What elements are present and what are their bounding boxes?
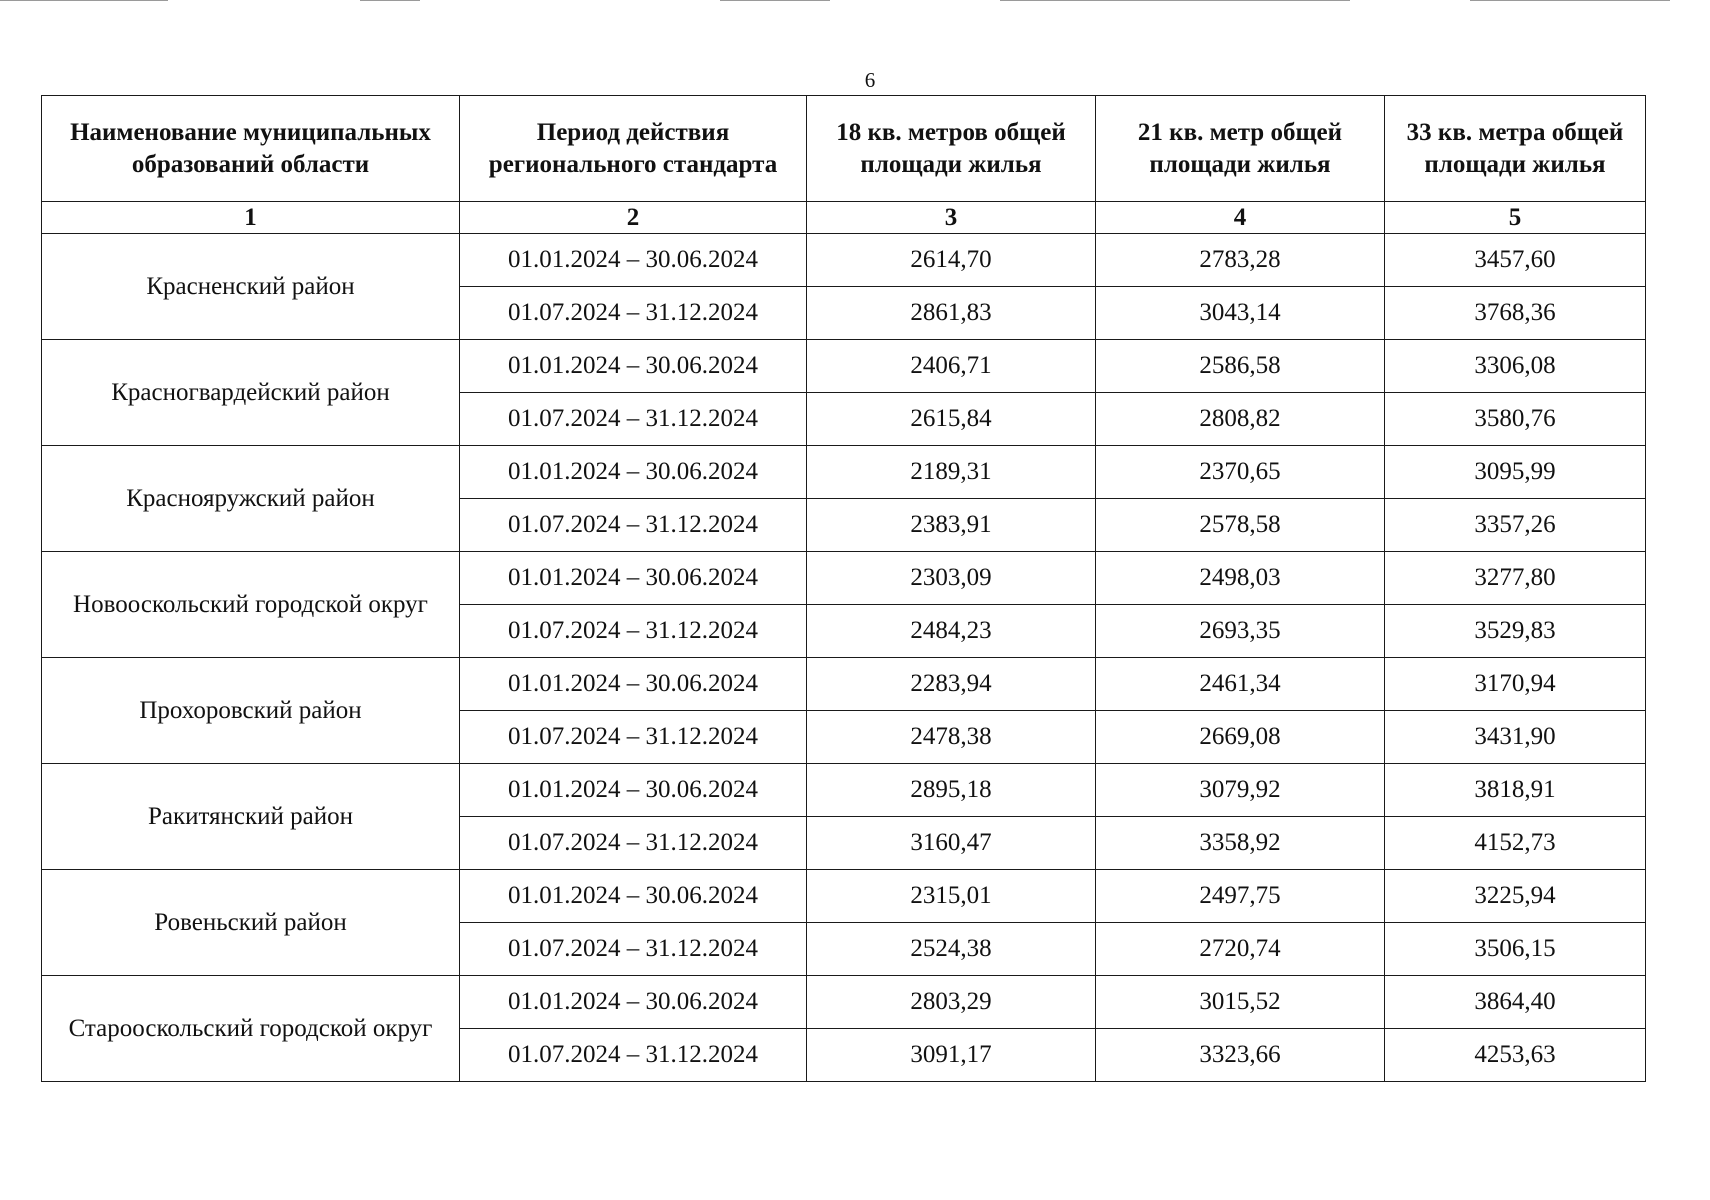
value-33-sqm: 3306,08 xyxy=(1385,340,1646,393)
header-21-sqm: 21 кв. метр общей площади жилья xyxy=(1096,96,1385,202)
value-18-sqm: 3091,17 xyxy=(807,1029,1096,1082)
value-21-sqm: 2578,58 xyxy=(1096,499,1385,552)
value-18-sqm: 2484,23 xyxy=(807,605,1096,658)
value-21-sqm: 2720,74 xyxy=(1096,923,1385,976)
municipality-name: Ракитянский район xyxy=(42,764,460,870)
table-row xyxy=(42,658,1646,711)
period-cell: 01.01.2024 – 30.06.2024 xyxy=(460,340,807,393)
municipality-name: Ровеньский район xyxy=(42,870,460,976)
value-33-sqm: 3457,60 xyxy=(1385,234,1646,287)
column-number: 2 xyxy=(460,202,807,234)
column-number: 3 xyxy=(807,202,1096,234)
period-cell: 01.07.2024 – 31.12.2024 xyxy=(460,711,807,764)
municipality-name: Краснояружский район xyxy=(42,446,460,552)
value-18-sqm: 3160,47 xyxy=(807,817,1096,870)
value-33-sqm: 4152,73 xyxy=(1385,817,1646,870)
value-33-sqm: 3357,26 xyxy=(1385,499,1646,552)
scan-edge-line xyxy=(360,0,420,1)
table-row xyxy=(42,234,1646,287)
period-cell: 01.07.2024 – 31.12.2024 xyxy=(460,1029,807,1082)
scan-edge-line xyxy=(1470,0,1670,1)
period-cell: 01.07.2024 – 31.12.2024 xyxy=(460,923,807,976)
column-number: 4 xyxy=(1096,202,1385,234)
period-cell: 01.01.2024 – 30.06.2024 xyxy=(460,446,807,499)
table-row xyxy=(42,340,1646,393)
value-21-sqm: 3358,92 xyxy=(1096,817,1385,870)
table-row xyxy=(42,976,1646,1029)
value-33-sqm: 3170,94 xyxy=(1385,658,1646,711)
header-row xyxy=(42,96,1646,202)
value-21-sqm: 3079,92 xyxy=(1096,764,1385,817)
value-18-sqm: 2895,18 xyxy=(807,764,1096,817)
value-18-sqm: 2478,38 xyxy=(807,711,1096,764)
header-period: Период действия регионального стандарта xyxy=(460,96,807,202)
municipality-name: Старооскольский городской округ xyxy=(42,976,460,1082)
period-cell: 01.01.2024 – 30.06.2024 xyxy=(460,976,807,1029)
table-row xyxy=(42,764,1646,817)
value-21-sqm: 3323,66 xyxy=(1096,1029,1385,1082)
scan-edge-line xyxy=(1000,0,1350,1)
municipality-name: Красненский район xyxy=(42,234,460,340)
value-33-sqm: 3431,90 xyxy=(1385,711,1646,764)
housing-cost-standard-table xyxy=(41,95,1646,1082)
value-33-sqm: 3277,80 xyxy=(1385,552,1646,605)
value-21-sqm: 2461,34 xyxy=(1096,658,1385,711)
value-21-sqm: 2586,58 xyxy=(1096,340,1385,393)
value-18-sqm: 2189,31 xyxy=(807,446,1096,499)
value-18-sqm: 2406,71 xyxy=(807,340,1096,393)
value-33-sqm: 3768,36 xyxy=(1385,287,1646,340)
header-33-sqm: 33 кв. метра общей площади жилья xyxy=(1385,96,1646,202)
period-cell: 01.07.2024 – 31.12.2024 xyxy=(460,393,807,446)
value-21-sqm: 3015,52 xyxy=(1096,976,1385,1029)
period-cell: 01.01.2024 – 30.06.2024 xyxy=(460,658,807,711)
value-18-sqm: 2524,38 xyxy=(807,923,1096,976)
period-cell: 01.07.2024 – 31.12.2024 xyxy=(460,499,807,552)
value-18-sqm: 2861,83 xyxy=(807,287,1096,340)
value-18-sqm: 2283,94 xyxy=(807,658,1096,711)
column-number: 5 xyxy=(1385,202,1646,234)
value-21-sqm: 3043,14 xyxy=(1096,287,1385,340)
value-33-sqm: 3818,91 xyxy=(1385,764,1646,817)
value-18-sqm: 2614,70 xyxy=(807,234,1096,287)
value-18-sqm: 2315,01 xyxy=(807,870,1096,923)
period-cell: 01.01.2024 – 30.06.2024 xyxy=(460,764,807,817)
value-18-sqm: 2383,91 xyxy=(807,499,1096,552)
value-33-sqm: 3864,40 xyxy=(1385,976,1646,1029)
header-18-sqm: 18 кв. метров общей площади жилья xyxy=(807,96,1096,202)
page-number: 6 xyxy=(864,68,876,92)
value-33-sqm: 3095,99 xyxy=(1385,446,1646,499)
value-21-sqm: 2497,75 xyxy=(1096,870,1385,923)
header-municipality: Наименование муниципальных образований области xyxy=(42,96,460,202)
value-33-sqm: 3506,15 xyxy=(1385,923,1646,976)
column-number-row xyxy=(42,202,1646,234)
value-33-sqm: 3529,83 xyxy=(1385,605,1646,658)
value-21-sqm: 2808,82 xyxy=(1096,393,1385,446)
scan-edge-line xyxy=(720,0,830,1)
value-33-sqm: 3225,94 xyxy=(1385,870,1646,923)
period-cell: 01.07.2024 – 31.12.2024 xyxy=(460,817,807,870)
period-cell: 01.01.2024 – 30.06.2024 xyxy=(460,870,807,923)
municipality-name: Красногвардейский район xyxy=(42,340,460,446)
value-18-sqm: 2303,09 xyxy=(807,552,1096,605)
municipality-name: Прохоровский район xyxy=(42,658,460,764)
table-body xyxy=(42,234,1646,1082)
value-33-sqm: 3580,76 xyxy=(1385,393,1646,446)
period-cell: 01.01.2024 – 30.06.2024 xyxy=(460,552,807,605)
value-21-sqm: 2669,08 xyxy=(1096,711,1385,764)
value-18-sqm: 2803,29 xyxy=(807,976,1096,1029)
scan-edge-line xyxy=(0,0,168,1)
value-21-sqm: 2498,03 xyxy=(1096,552,1385,605)
table-row xyxy=(42,552,1646,605)
table-row xyxy=(42,446,1646,499)
municipality-name: Новооскольский городской округ xyxy=(42,552,460,658)
value-18-sqm: 2615,84 xyxy=(807,393,1096,446)
value-21-sqm: 2783,28 xyxy=(1096,234,1385,287)
table-row xyxy=(42,870,1646,923)
value-21-sqm: 2370,65 xyxy=(1096,446,1385,499)
column-number: 1 xyxy=(42,202,460,234)
period-cell: 01.07.2024 – 31.12.2024 xyxy=(460,287,807,340)
period-cell: 01.07.2024 – 31.12.2024 xyxy=(460,605,807,658)
value-33-sqm: 4253,63 xyxy=(1385,1029,1646,1082)
value-21-sqm: 2693,35 xyxy=(1096,605,1385,658)
period-cell: 01.01.2024 – 30.06.2024 xyxy=(460,234,807,287)
